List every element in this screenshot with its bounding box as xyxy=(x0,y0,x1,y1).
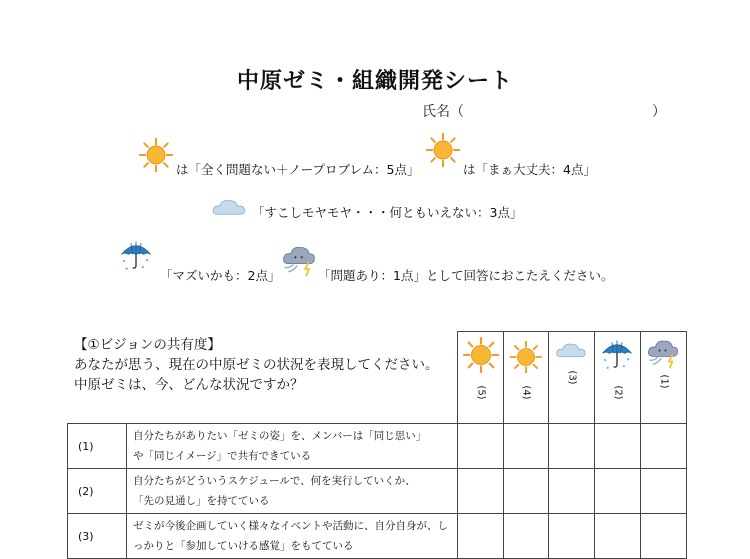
table-row xyxy=(68,424,687,469)
cloud-icon xyxy=(210,196,248,218)
row-number: (1) xyxy=(68,424,127,469)
row-line: っかりと「参加していける感覚」をもてている xyxy=(133,540,354,552)
vision-line-2: 中原ゼミは、今、どんな状況ですか？ xyxy=(74,377,304,393)
table-row xyxy=(68,514,687,559)
rating-cell[interactable] xyxy=(458,469,504,514)
rating-cell[interactable] xyxy=(595,469,641,514)
vision-line-1: あなたが思う、現在の中原ゼミの状況を表現してください。 xyxy=(74,357,439,373)
row-line: ゼミが今後企画していく様々なイベントや活動に、自分自身が、し xyxy=(133,520,448,532)
page-title: 中原ゼミ・組織開発シート xyxy=(236,69,513,94)
sun-icon xyxy=(425,132,461,168)
rating-cell[interactable] xyxy=(641,424,687,469)
name-close: ） xyxy=(652,104,666,120)
legend-2: 「マズいかも：2点」 xyxy=(160,268,281,283)
rating-cell[interactable] xyxy=(549,424,595,469)
rating-cell[interactable] xyxy=(595,424,641,469)
row-line: や「同じイメージ」で共有できている xyxy=(133,450,312,462)
rating-cell[interactable] xyxy=(458,514,504,559)
rating-cell[interactable] xyxy=(504,424,549,469)
rating-cell[interactable] xyxy=(504,514,549,559)
row-line: 「先の見通し」を持てている xyxy=(133,495,270,507)
storm-icon xyxy=(646,336,680,370)
scale-col-2[interactable] xyxy=(595,332,641,424)
legend-1: 「問題あり：1点」として回答におこたえください。 xyxy=(318,268,614,283)
scale-label-2: (2) xyxy=(612,385,623,400)
rating-cell[interactable] xyxy=(458,424,504,469)
storm-icon xyxy=(281,242,317,278)
sun-icon xyxy=(509,340,543,374)
cloud-icon xyxy=(553,340,589,360)
row-description xyxy=(127,424,458,469)
row-line: 自分たちがありたい「ゼミの姿」を、メンバーは「同じ思い」 xyxy=(133,430,427,442)
rating-cell[interactable] xyxy=(595,514,641,559)
rating-cell[interactable] xyxy=(549,514,595,559)
umbrella-icon xyxy=(600,338,634,372)
sun-large-icon xyxy=(138,137,174,173)
umbrella-icon xyxy=(119,239,153,273)
legend-5: は「全く問題ない＋ノープロブレム：5点」 xyxy=(176,162,420,177)
sun-large-icon xyxy=(462,336,500,374)
legend-4: は「まぁ大丈夫：4点」 xyxy=(463,162,596,177)
row-number: (3) xyxy=(68,514,127,559)
vision-heading: 【①ビジョンの共有度】 xyxy=(74,337,221,353)
rating-cell[interactable] xyxy=(504,469,549,514)
scale-col-5[interactable] xyxy=(458,332,504,424)
row-description xyxy=(127,469,458,514)
name-label: 氏名（ xyxy=(422,104,464,120)
rating-cell[interactable] xyxy=(641,469,687,514)
vision-heading-block xyxy=(74,335,439,395)
scale-col-1[interactable] xyxy=(641,332,687,424)
scale-col-3[interactable] xyxy=(549,332,595,424)
table-row xyxy=(68,469,687,514)
name-input[interactable] xyxy=(470,100,648,118)
legend-3: 「すこしモヤモヤ・・・何ともいえない：3点」 xyxy=(252,205,523,220)
scale-label-3: (3) xyxy=(566,370,577,385)
scale-col-4[interactable] xyxy=(504,332,549,424)
scale-label-4: (4) xyxy=(520,385,532,400)
rating-cell[interactable] xyxy=(549,469,595,514)
scale-label-5: (5) xyxy=(475,385,486,400)
rating-cell[interactable] xyxy=(641,514,687,559)
scale-label-1: (1) xyxy=(658,374,669,389)
row-number: (2) xyxy=(68,469,127,514)
row-description xyxy=(127,514,458,559)
row-line: 自分たちがどういうスケジュールで、何を実行していくか、 xyxy=(133,475,416,487)
